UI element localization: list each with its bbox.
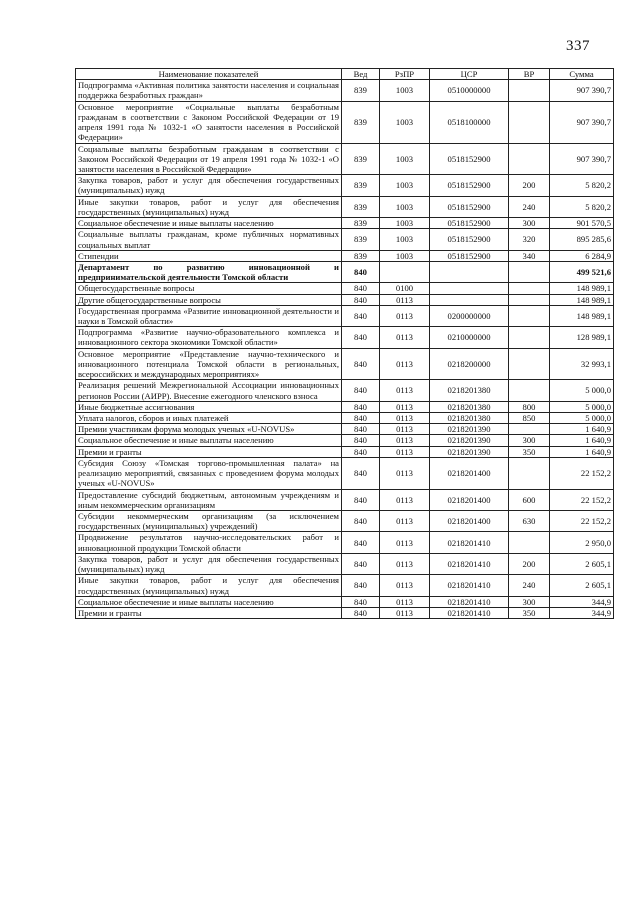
row-name: Иные бюджетные ассигнования — [76, 401, 342, 412]
table-row — [76, 380, 614, 401]
row-name: Социальное обеспечение и иные выплаты населению — [76, 596, 342, 607]
row-csr: 0218201390 — [430, 424, 509, 435]
row-vr: 240 — [509, 575, 550, 596]
row-rzpr: 0113 — [380, 435, 430, 446]
row-name: Департамент по развитию инновационной и предпринимательской деятельности Томской области — [76, 261, 342, 282]
row-name: Общегосударственные вопросы — [76, 283, 342, 294]
row-csr: 0218201380 — [430, 380, 509, 401]
row-ved: 839 — [342, 196, 380, 217]
row-name: Закупка товаров, работ и услуг для обеспечения государственных (муниципальных) нужд — [76, 175, 342, 196]
row-vr: 200 — [509, 175, 550, 196]
row-ved: 840 — [342, 348, 380, 380]
row-sum: 1 640,9 — [550, 446, 614, 457]
header-name: Наименование показателей — [76, 69, 342, 80]
table-row — [76, 283, 614, 294]
row-rzpr: 0113 — [380, 446, 430, 457]
row-csr: 0218201410 — [430, 596, 509, 607]
table-row — [76, 218, 614, 229]
row-rzpr: 0113 — [380, 348, 430, 380]
row-ved: 840 — [342, 424, 380, 435]
row-ved: 840 — [342, 596, 380, 607]
table-row — [76, 175, 614, 196]
row-sum: 148 989,1 — [550, 283, 614, 294]
table-row — [76, 196, 614, 217]
table-row — [76, 229, 614, 250]
table-row — [76, 435, 614, 446]
row-csr: 0518152900 — [430, 143, 509, 175]
row-name: Продвижение результатов научно-исследовательских работ и инновационной продукции Томской области — [76, 532, 342, 553]
row-vr — [509, 457, 550, 489]
row-ved: 839 — [342, 218, 380, 229]
row-ved: 840 — [342, 380, 380, 401]
row-name: Реализация решений Межрегиональной Ассоциации инновационных регионов России (АИРР). Внесение ежегодного членского взноса — [76, 380, 342, 401]
row-vr: 800 — [509, 401, 550, 412]
row-ved: 840 — [342, 327, 380, 348]
row-name: Подпрограмма «Развитие научно-образовательного комплекса и инновационного сектора экономики Томской области» — [76, 327, 342, 348]
row-rzpr: 1003 — [380, 218, 430, 229]
row-sum: 148 989,1 — [550, 294, 614, 305]
table-row — [76, 510, 614, 531]
row-vr — [509, 348, 550, 380]
row-name: Стипендии — [76, 250, 342, 261]
table-row — [76, 553, 614, 574]
row-name: Другие общегосударственные вопросы — [76, 294, 342, 305]
table-row — [76, 575, 614, 596]
row-name: Уплата налогов, сборов и иных платежей — [76, 413, 342, 424]
row-ved: 840 — [342, 283, 380, 294]
table-row — [76, 294, 614, 305]
row-rzpr: 0113 — [380, 553, 430, 574]
table-row — [76, 305, 614, 326]
row-name: Премии и гранты — [76, 446, 342, 457]
row-name: Субсидия Союзу «Томская торгово-промышленная палата» на реализацию мероприятий, связанных с проведением форума молодых ученых «U-NOVUS» — [76, 457, 342, 489]
table-row — [76, 607, 614, 618]
row-ved: 840 — [342, 457, 380, 489]
table-row — [76, 596, 614, 607]
row-csr: 0218201390 — [430, 435, 509, 446]
row-ved: 839 — [342, 101, 380, 143]
row-sum: 895 285,6 — [550, 229, 614, 250]
row-csr: 0218201400 — [430, 489, 509, 510]
table-row — [76, 261, 614, 282]
row-csr: 0218201410 — [430, 532, 509, 553]
row-csr — [430, 261, 509, 282]
row-rzpr: 1003 — [380, 229, 430, 250]
row-vr — [509, 532, 550, 553]
header-rzpr: РзПР — [380, 69, 430, 80]
row-csr: 0518152900 — [430, 229, 509, 250]
row-rzpr: 0113 — [380, 607, 430, 618]
row-csr — [430, 294, 509, 305]
row-ved: 839 — [342, 229, 380, 250]
row-name: Социальное обеспечение и иные выплаты населению — [76, 218, 342, 229]
row-vr: 300 — [509, 435, 550, 446]
row-rzpr: 0113 — [380, 489, 430, 510]
row-rzpr: 1003 — [380, 101, 430, 143]
row-csr: 0218201380 — [430, 401, 509, 412]
table-row — [76, 327, 614, 348]
table-row — [76, 457, 614, 489]
row-ved: 839 — [342, 80, 380, 101]
row-vr: 630 — [509, 510, 550, 531]
row-name: Иные закупки товаров, работ и услуг для обеспечения государственных (муниципальных) нужд — [76, 196, 342, 217]
row-sum: 22 152,2 — [550, 457, 614, 489]
row-csr: 0518152900 — [430, 175, 509, 196]
row-csr: 0218201410 — [430, 575, 509, 596]
row-name: Социальное обеспечение и иные выплаты населению — [76, 435, 342, 446]
row-sum: 2 605,1 — [550, 553, 614, 574]
budget-table — [75, 68, 614, 619]
table-row — [76, 424, 614, 435]
row-vr — [509, 283, 550, 294]
row-rzpr: 1003 — [380, 196, 430, 217]
row-name: Социальные выплаты гражданам, кроме публичных нормативных социальных выплат — [76, 229, 342, 250]
row-csr: 0218201410 — [430, 553, 509, 574]
row-ved: 840 — [342, 553, 380, 574]
row-csr: 0518100000 — [430, 101, 509, 143]
row-vr — [509, 380, 550, 401]
row-ved: 840 — [342, 413, 380, 424]
row-rzpr: 0113 — [380, 380, 430, 401]
row-sum: 2 950,0 — [550, 532, 614, 553]
row-sum: 128 989,1 — [550, 327, 614, 348]
row-ved: 840 — [342, 401, 380, 412]
row-csr: 0510000000 — [430, 80, 509, 101]
row-csr: 0218201400 — [430, 510, 509, 531]
table-row — [76, 80, 614, 101]
row-ved: 840 — [342, 510, 380, 531]
row-name: Предоставление субсидий бюджетным, автономным учреждениям и иным некоммерческим организациям — [76, 489, 342, 510]
row-vr: 850 — [509, 413, 550, 424]
row-csr: 0218201390 — [430, 446, 509, 457]
row-ved: 840 — [342, 261, 380, 282]
row-sum: 5 820,2 — [550, 196, 614, 217]
row-vr — [509, 305, 550, 326]
header-csr: ЦСР — [430, 69, 509, 80]
row-csr: 0518152900 — [430, 250, 509, 261]
row-ved: 840 — [342, 532, 380, 553]
row-rzpr: 0113 — [380, 413, 430, 424]
row-vr — [509, 294, 550, 305]
row-ved: 840 — [342, 435, 380, 446]
row-ved: 840 — [342, 305, 380, 326]
row-vr: 600 — [509, 489, 550, 510]
row-sum: 32 993,1 — [550, 348, 614, 380]
table-row — [76, 532, 614, 553]
row-vr: 350 — [509, 446, 550, 457]
row-vr: 300 — [509, 596, 550, 607]
row-rzpr: 1003 — [380, 143, 430, 175]
row-vr: 350 — [509, 607, 550, 618]
row-sum: 1 640,9 — [550, 435, 614, 446]
row-ved: 840 — [342, 607, 380, 618]
row-name: Премии участникам форума молодых ученых «U-NOVUS» — [76, 424, 342, 435]
table-header — [76, 69, 614, 80]
row-csr: 0218200000 — [430, 348, 509, 380]
table-row — [76, 348, 614, 380]
row-name: Социальные выплаты безработным гражданам в соответствии с Законом Российской Федерации от 19 апреля 1991 года № 1032-1 «О занятости населения в Российской Федерации» — [76, 143, 342, 175]
row-sum: 5 000,0 — [550, 380, 614, 401]
table-body — [76, 80, 614, 619]
row-vr: 340 — [509, 250, 550, 261]
row-rzpr: 1003 — [380, 80, 430, 101]
row-vr — [509, 424, 550, 435]
row-sum: 1 640,9 — [550, 424, 614, 435]
row-rzpr: 0113 — [380, 424, 430, 435]
row-vr — [509, 261, 550, 282]
row-rzpr: 0113 — [380, 294, 430, 305]
row-rzpr: 0113 — [380, 596, 430, 607]
row-sum: 344,9 — [550, 607, 614, 618]
row-sum: 907 390,7 — [550, 143, 614, 175]
table-row — [76, 250, 614, 261]
header-row — [76, 69, 614, 80]
row-sum: 499 521,6 — [550, 261, 614, 282]
row-vr — [509, 101, 550, 143]
row-vr: 200 — [509, 553, 550, 574]
row-rzpr: 0113 — [380, 327, 430, 348]
row-ved: 839 — [342, 143, 380, 175]
row-sum: 22 152,2 — [550, 510, 614, 531]
header-sum: Сумма — [550, 69, 614, 80]
row-ved: 840 — [342, 489, 380, 510]
row-rzpr — [380, 261, 430, 282]
row-sum: 5 000,0 — [550, 413, 614, 424]
row-csr: 0218201410 — [430, 607, 509, 618]
page-number: 337 — [566, 38, 590, 54]
row-vr: 240 — [509, 196, 550, 217]
row-rzpr: 0113 — [380, 510, 430, 531]
row-name: Подпрограмма «Активная политика занятости населения и социальная поддержка безработных граждан» — [76, 80, 342, 101]
row-csr: 0218201400 — [430, 457, 509, 489]
row-name: Премии и гранты — [76, 607, 342, 618]
row-rzpr: 0113 — [380, 305, 430, 326]
row-rzpr: 1003 — [380, 175, 430, 196]
row-name: Закупка товаров, работ и услуг для обеспечения государственных (муниципальных) нужд — [76, 553, 342, 574]
row-sum: 5 000,0 — [550, 401, 614, 412]
row-name: Субсидии некоммерческим организациям (за исключением государственных (муниципальных) учреждений) — [76, 510, 342, 531]
row-sum: 907 390,7 — [550, 80, 614, 101]
row-rzpr: 0113 — [380, 457, 430, 489]
table-row — [76, 413, 614, 424]
row-ved: 840 — [342, 446, 380, 457]
row-ved: 840 — [342, 575, 380, 596]
row-csr: 0518152900 — [430, 218, 509, 229]
row-sum: 2 605,1 — [550, 575, 614, 596]
row-sum: 5 820,2 — [550, 175, 614, 196]
row-csr: 0518152900 — [430, 196, 509, 217]
table-row — [76, 101, 614, 143]
row-csr: 0210000000 — [430, 327, 509, 348]
row-name: Иные закупки товаров, работ и услуг для обеспечения государственных (муниципальных) нужд — [76, 575, 342, 596]
row-sum: 148 989,1 — [550, 305, 614, 326]
table-row — [76, 401, 614, 412]
row-csr — [430, 283, 509, 294]
row-csr: 0218201380 — [430, 413, 509, 424]
row-rzpr: 0113 — [380, 575, 430, 596]
row-vr — [509, 327, 550, 348]
row-sum: 907 390,7 — [550, 101, 614, 143]
row-sum: 22 152,2 — [550, 489, 614, 510]
row-rzpr: 0113 — [380, 401, 430, 412]
row-vr — [509, 80, 550, 101]
row-csr: 0200000000 — [430, 305, 509, 326]
row-name: Основное мероприятие «Представление научно-технического и инновационного потенциала Томской области в региональных, всероссийских и международных мероприятиях» — [76, 348, 342, 380]
row-ved: 840 — [342, 294, 380, 305]
header-vr: ВР — [509, 69, 550, 80]
table-row — [76, 446, 614, 457]
row-sum: 901 570,5 — [550, 218, 614, 229]
table-row — [76, 489, 614, 510]
row-rzpr: 0100 — [380, 283, 430, 294]
row-rzpr: 1003 — [380, 250, 430, 261]
row-sum: 6 284,9 — [550, 250, 614, 261]
row-sum: 344,9 — [550, 596, 614, 607]
row-vr: 320 — [509, 229, 550, 250]
row-name: Государственная программа «Развитие инновационной деятельности и науки в Томской области» — [76, 305, 342, 326]
row-vr: 300 — [509, 218, 550, 229]
row-name: Основное мероприятие «Социальные выплаты безработным гражданам в соответствии с Законом Российской Федерации от 19 апреля 1991 года № 1032-1 «О занятости населения в Российской Федерации» — [76, 101, 342, 143]
header-ved: Вед — [342, 69, 380, 80]
row-rzpr: 0113 — [380, 532, 430, 553]
table-row — [76, 143, 614, 175]
row-ved: 839 — [342, 250, 380, 261]
row-vr — [509, 143, 550, 175]
row-ved: 839 — [342, 175, 380, 196]
